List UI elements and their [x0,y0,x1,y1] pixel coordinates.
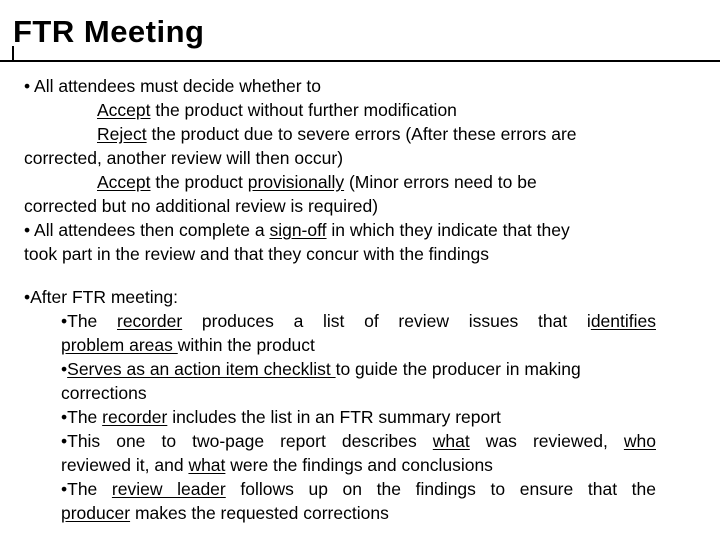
bullet-attendees-decide: • All attendees must decide whether to [24,76,321,96]
sub-bullet-recorder-list: •The recorder produces a list of review issues that identifies [61,311,656,331]
option-accept: Accept the product without further modification [97,100,457,120]
sub-bullet-report-describes-cont: reviewed it, and what were the findings and conclusions [61,455,493,475]
sub-bullet-summary-report: •The recorder includes the list in an FTR summary report [61,407,501,427]
provisionally-term: provisionally [247,172,345,192]
sub-bullet-review-leader-cont: producer makes the requested corrections [61,503,389,523]
slide-body [24,74,656,525]
sub-bullet-report-describes: •This one to two-page report describes what was reviewed, who [61,431,656,451]
option-reject: Reject the product due to severe errors (After these errors are [97,124,577,144]
slide-title: FTR Meeting [13,14,205,49]
option-accept-provisionally-cont: corrected but no additional review is required) [24,196,379,216]
sub-bullet-checklist: •Serves as an action item checklist to guide the producer in making [61,359,581,379]
title-underline-rule [0,60,720,62]
bullet-sign-off: • All attendees then complete a sign-off in which they indicate that they [24,220,570,240]
option-reject-cont: corrected, another review will then occur) [24,148,344,168]
reject-term: Reject [97,124,147,144]
after-meeting-heading: •After FTR meeting: [24,287,178,307]
sub-bullet-recorder-list-cont: problem areas within the product [61,335,315,355]
bullet-sign-off-cont: took part in the review and that they concur with the findings [24,244,489,264]
sign-off-term: sign-off [269,220,327,240]
option-accept-provisionally: Accept the product provisionally (Minor errors need to be [97,172,537,192]
sub-bullet-review-leader: •The review leader follows up on the findings to ensure that the [61,479,656,499]
accept-term: Accept [97,100,151,120]
sub-bullet-checklist-cont: corrections [61,383,147,403]
accept-prov-term: Accept [97,172,151,192]
